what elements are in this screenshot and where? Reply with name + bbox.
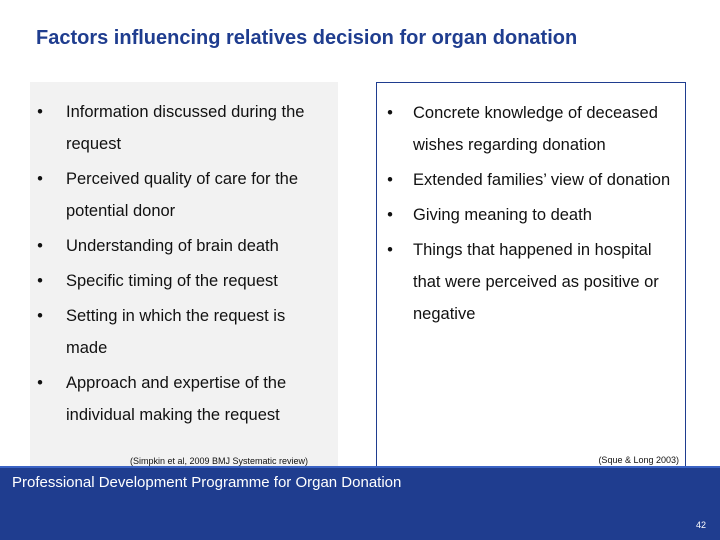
left-factors-panel <box>30 82 338 472</box>
bullet-icon: • <box>387 241 393 259</box>
bullet-text: Setting in which the request is made <box>66 307 286 357</box>
programme-name: Professional Development Programme for Organ Donation <box>12 474 402 491</box>
right-bullet-list <box>377 97 673 333</box>
list-item <box>30 230 330 262</box>
bullet-icon: • <box>37 307 43 325</box>
list-item <box>30 163 330 227</box>
slide-title: Factors influencing relatives decision for organ donation <box>36 27 578 49</box>
list-item <box>30 265 330 297</box>
bullet-text: Concrete knowledge of deceased wishes regarding donation <box>413 104 658 154</box>
right-factors-panel <box>376 82 686 472</box>
bullet-icon: • <box>37 237 43 255</box>
bullet-text: Perceived quality of care for the potential donor <box>66 170 299 220</box>
footer-bar <box>0 466 720 540</box>
list-item <box>377 199 673 231</box>
right-citation: (Sque & Long 2003) <box>598 455 679 465</box>
bullet-text: Extended families’ view of donation <box>413 171 671 189</box>
bullet-text: Approach and expertise of the individual making the request <box>66 374 287 424</box>
bullet-text: Giving meaning to death <box>413 206 592 224</box>
list-item <box>377 97 673 161</box>
bullet-icon: • <box>37 170 43 188</box>
bullet-icon: • <box>37 103 43 121</box>
bullet-icon: • <box>387 206 393 224</box>
footer-divider <box>0 466 720 468</box>
list-item <box>377 234 673 330</box>
bullet-icon: • <box>387 171 393 189</box>
list-item <box>30 367 330 431</box>
bullet-text: Specific timing of the request <box>66 272 278 290</box>
bullet-text: Understanding of brain death <box>66 237 279 255</box>
list-item <box>30 96 330 160</box>
bullet-text: Things that happened in hospital that were perceived as positive or negative <box>413 241 659 323</box>
left-bullet-list <box>30 96 330 434</box>
bullet-text: Information discussed during the request <box>66 103 305 153</box>
bullet-icon: • <box>37 374 43 392</box>
list-item <box>377 164 673 196</box>
list-item <box>30 300 330 364</box>
bullet-icon: • <box>387 104 393 122</box>
left-citation: (Simpkin et al, 2009 BMJ Systematic review) <box>130 456 309 466</box>
page-number: 42 <box>695 520 706 530</box>
bullet-icon: • <box>37 272 43 290</box>
